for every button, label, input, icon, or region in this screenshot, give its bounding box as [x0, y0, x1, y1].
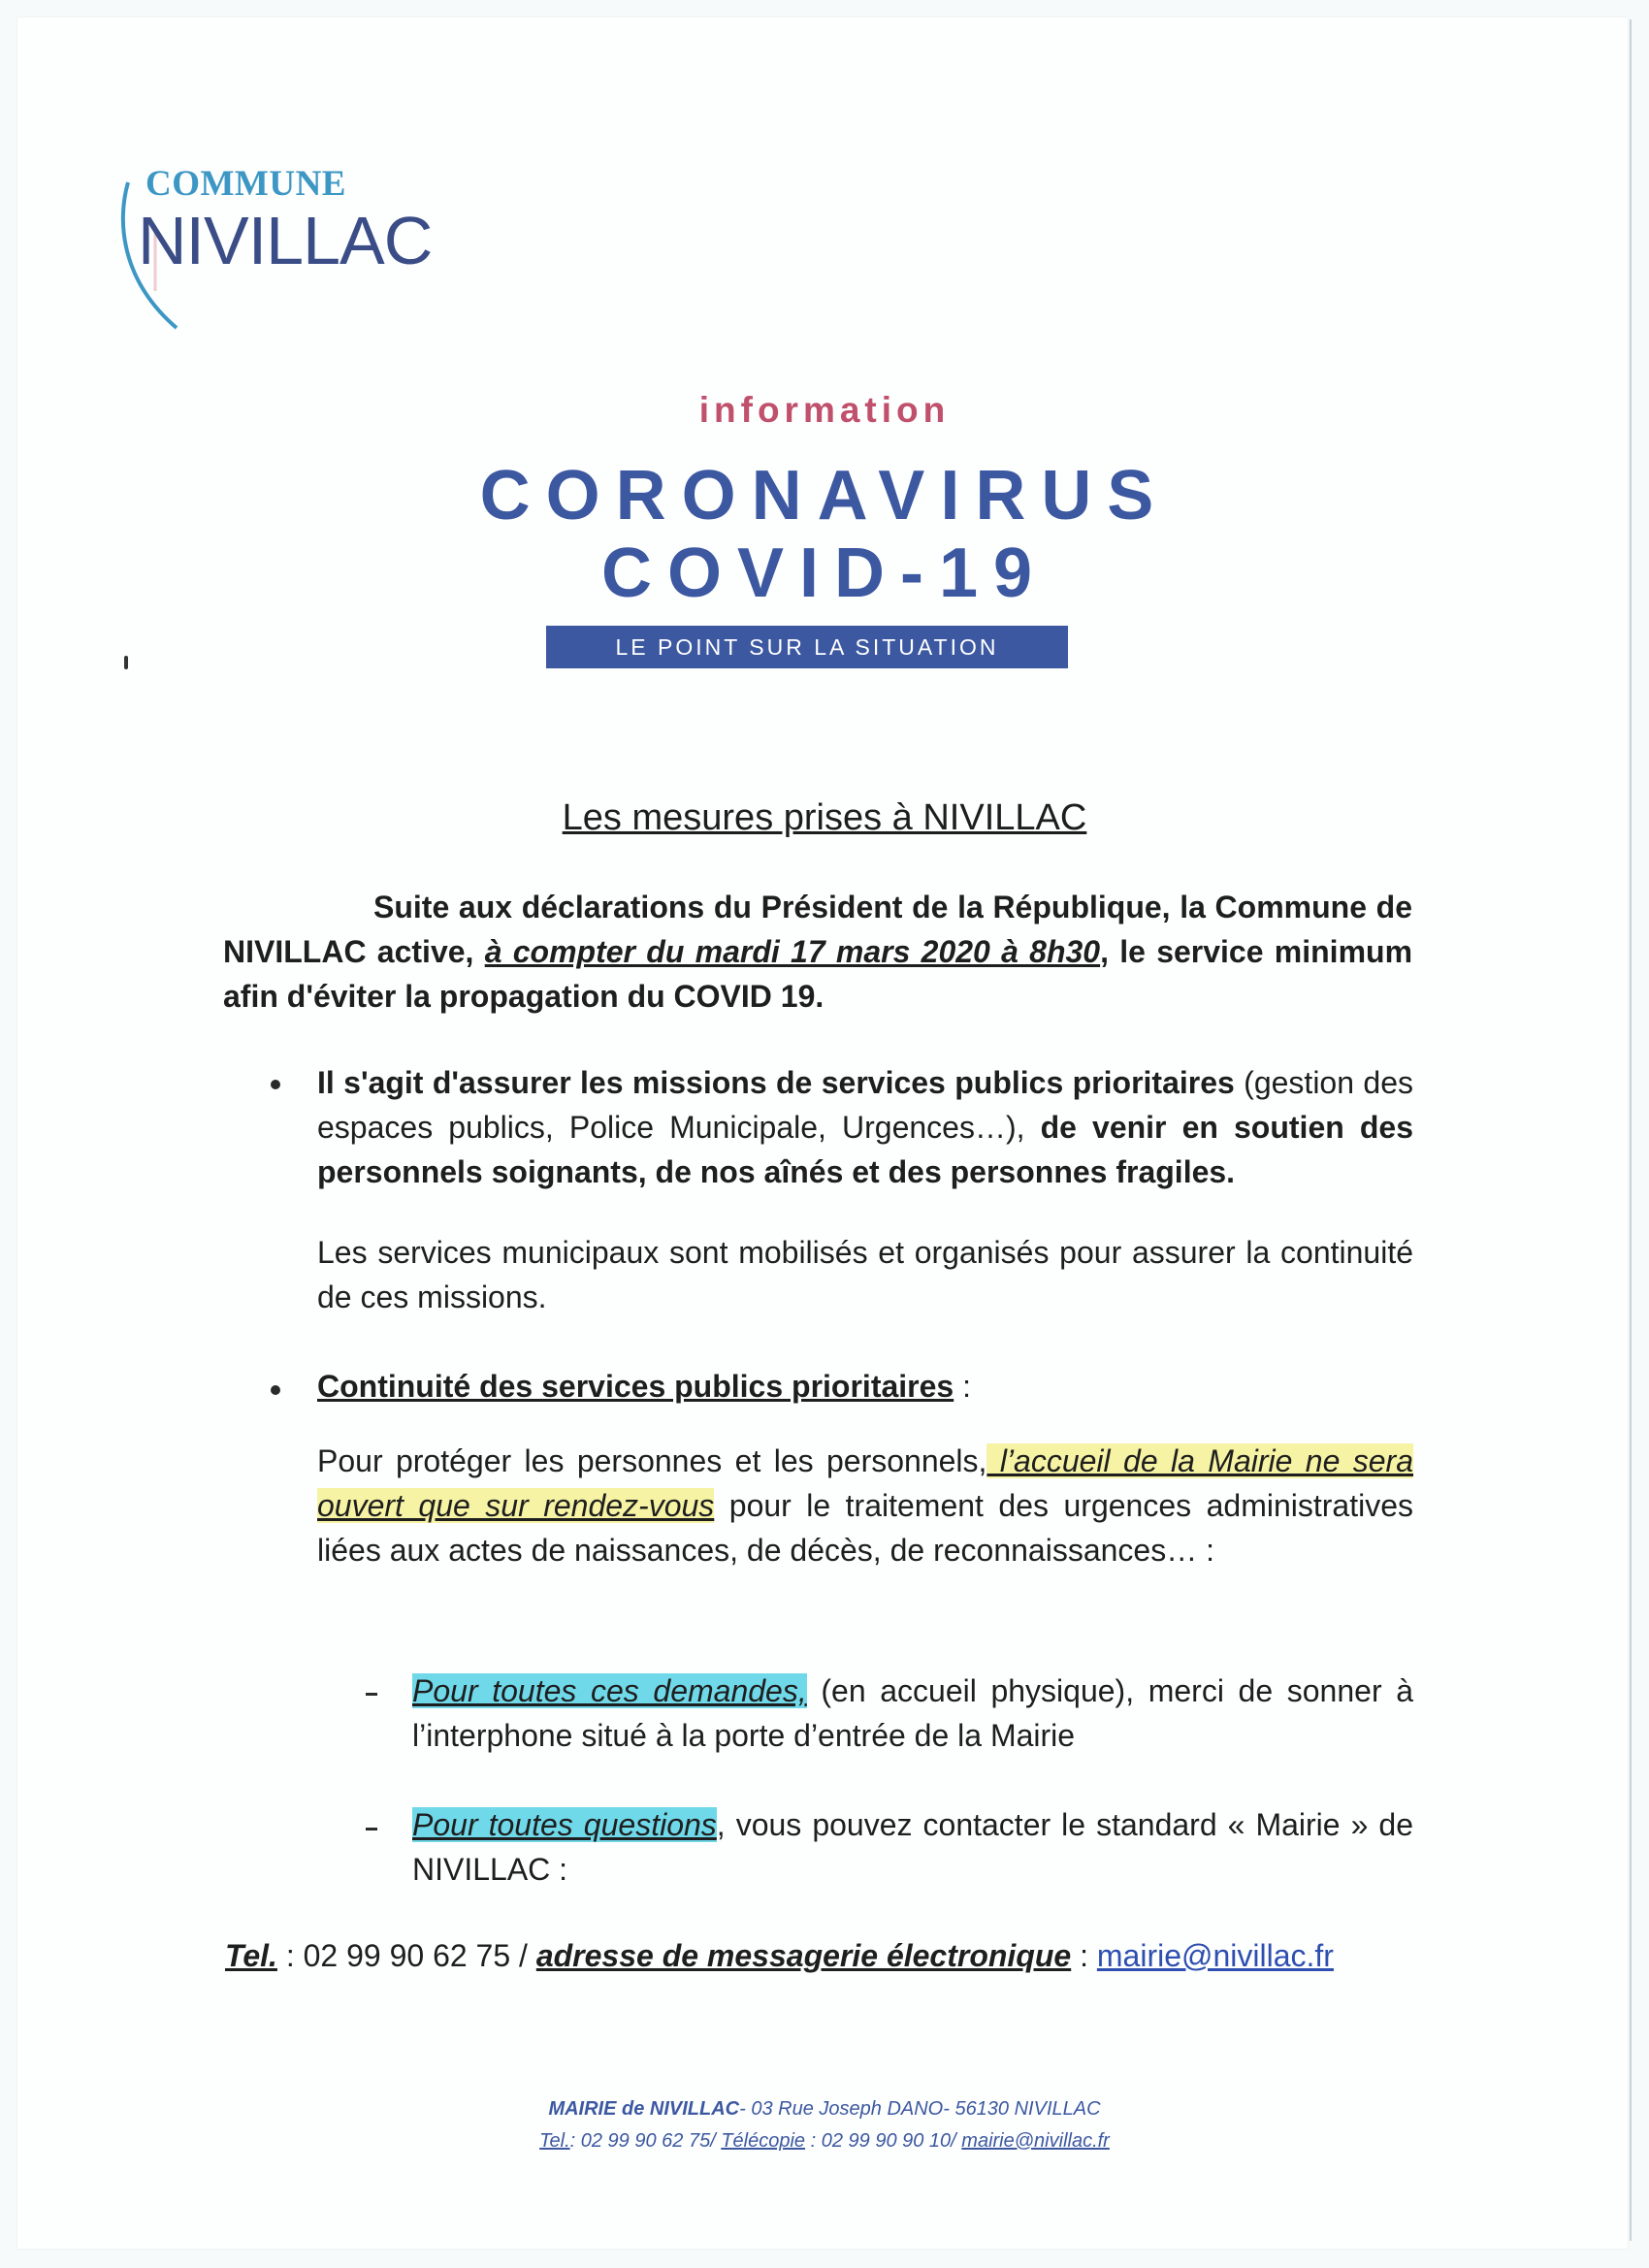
situation-banner: LE POINT SUR LA SITUATION	[546, 626, 1068, 668]
footer-address-text: - 03 Rue Joseph DANO- 56130 NIVILLAC	[739, 2098, 1101, 2120]
footer-mairie: MAIRIE de NIVILLAC	[548, 2098, 740, 2120]
dash-1-text: (en accueil physique), merci de sonner à l’interphone situé à la porte d’entrée de la Mairie	[412, 1673, 1414, 1753]
footer-tel-label: Tel.	[539, 2130, 570, 2152]
protect-paragraph	[317, 1439, 1413, 1572]
dash-1-highlight: Pour toutes ces demandes,	[412, 1673, 807, 1708]
bullet-1-normal: (gestion des espaces publics, Police Municipale, Urgences…),	[317, 1065, 1413, 1145]
bullet-1-bold-2: de venir en soutien des personnels soignants, de nos aînés et des personnes fragiles.	[317, 1110, 1413, 1189]
stray-mark	[124, 656, 128, 669]
intro-date: à compter du mardi 17 mars 2020 à 8h30	[484, 934, 1101, 969]
footer-address	[0, 2098, 1649, 2121]
bullet-2-heading	[317, 1364, 1413, 1409]
contact-email-sep: :	[1071, 1938, 1097, 1973]
title-line-1: CORONAVIRUS	[479, 457, 1170, 535]
information-label: information	[698, 390, 951, 430]
protect-text-2: pour le traitement des urgences administratives liées aux actes de naissances, de décès, de reconnaissances… :	[317, 1488, 1414, 1568]
contact-email-link[interactable]: mairie@nivillac.fr	[1096, 1938, 1334, 1973]
section-title: Les mesures prises à NIVILLAC	[562, 797, 1087, 838]
bullet-1-paragraph	[317, 1060, 1413, 1194]
footer-fax-value: : 02 99 90 90 10/	[805, 2130, 962, 2152]
intro-paragraph	[223, 885, 1412, 1019]
intro-text-2: , le service minimum afin d'éviter la propagation du COVID 19.	[223, 934, 1413, 1014]
bullet-2-label: Continuité des services publics prioritaires	[317, 1369, 954, 1404]
bullet-2-suffix: :	[954, 1369, 971, 1404]
protect-highlight: l’accueil de la Mairie ne sera ouvert que sur rendez-vous	[317, 1443, 1414, 1523]
bullet-dot	[271, 1385, 280, 1395]
protect-text-1: Pour protéger les personnes et les personnels,	[317, 1443, 987, 1478]
bullet-dot	[271, 1080, 280, 1089]
dash-1-paragraph	[412, 1669, 1413, 1758]
footer-email-link[interactable]: mairie@nivillac.fr	[961, 2130, 1110, 2152]
dash-2-text: , vous pouvez contacter le standard « Mairie » de NIVILLAC :	[412, 1807, 1414, 1887]
dash-marker	[366, 1693, 377, 1696]
logo-main-text: NIVILLAC	[138, 203, 433, 278]
logo-top-text: COMMUNE	[146, 164, 346, 204]
title-line-2: COVID-19	[600, 535, 1049, 612]
commune-logo	[116, 155, 433, 340]
contact-tel-label: Tel.	[225, 1938, 277, 1973]
services-paragraph: Les services municipaux sont mobilisés et organisés pour assurer la continuité de ces missions.	[317, 1235, 1413, 1314]
footer-fax-label: Télécopie	[721, 2130, 806, 2152]
dash-2-paragraph	[412, 1802, 1413, 1892]
scan-edge	[1630, 19, 1632, 2241]
dash-marker	[366, 1828, 377, 1831]
contact-line	[225, 1933, 1447, 1978]
bullet-1-bold-1: Il s'agit d'assurer les missions de services publics prioritaires	[317, 1065, 1235, 1100]
footer-tel-value: : 02 99 90 62 75/	[569, 2130, 722, 2152]
footer-contact	[0, 2130, 1649, 2153]
contact-tel-value: : 02 99 90 62 75 /	[276, 1938, 536, 1973]
intro-text-1: Suite aux déclarations du Président de la République, la Commune de NIVILLAC active,	[223, 890, 1412, 969]
dash-2-highlight: Pour toutes questions	[412, 1807, 717, 1842]
contact-email-label: adresse de messagerie électronique	[535, 1938, 1072, 1973]
